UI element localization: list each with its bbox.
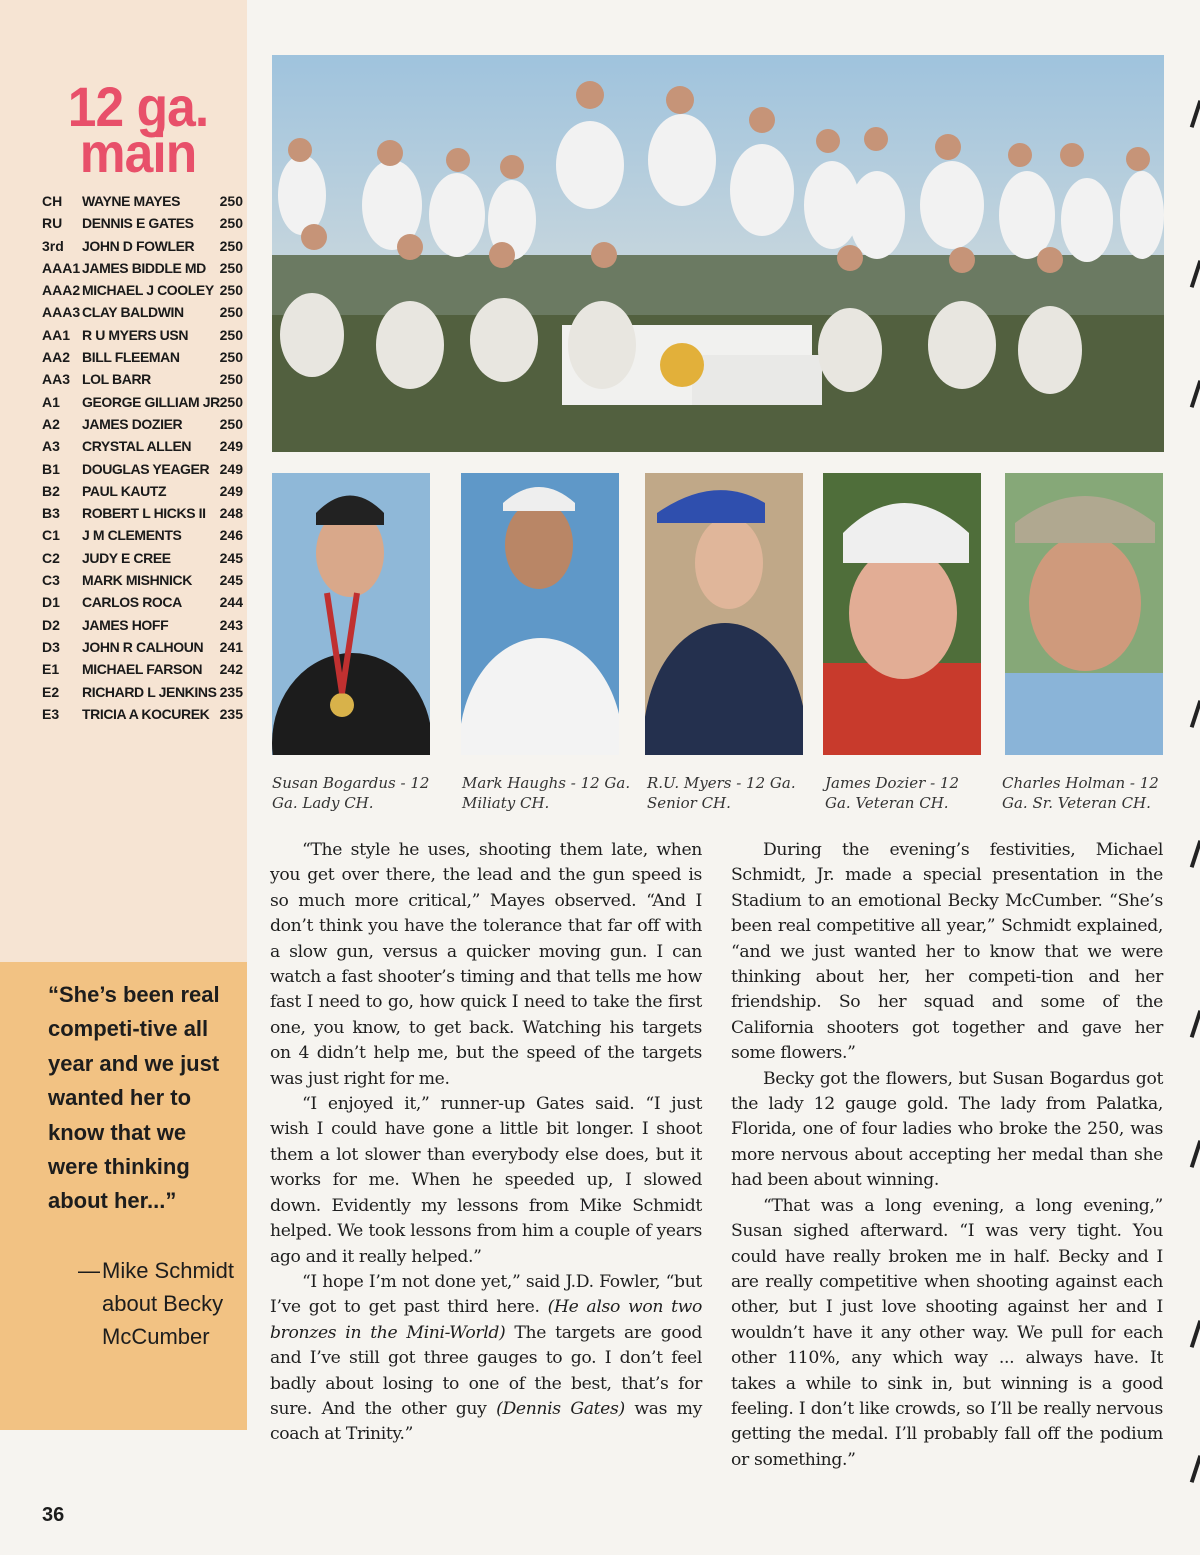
article-paragraph: “I hope I’m not done yet,” said J.D. Fowler, “but I’ve got to get past third here. (He also won two bronzes in the Mini-World) The targets are good and I’ve still got three gauges to go. I don’t feel badly about losing to one of the best, that’s for sure. And the other guy (Dennis Gates) was my coach at Trinity.” xyxy=(270,1271,702,1445)
result-name: J M CLEMENTS xyxy=(82,527,182,544)
caption-charles-holman: Charles Holman - 12 Ga. Sr. Veteran CH. xyxy=(1002,774,1159,812)
result-class: D3 xyxy=(42,638,60,655)
sidebar-footer-area xyxy=(0,1430,247,1555)
result-name: BILL FLEEMAN xyxy=(82,349,180,366)
section-title xyxy=(64,75,211,184)
result-class: C2 xyxy=(42,549,60,566)
result-score: 249 xyxy=(219,482,243,499)
section-title-line2: main xyxy=(79,121,197,184)
result-class: D2 xyxy=(42,616,60,633)
results-row xyxy=(42,212,247,234)
result-name: R U MYERS USN xyxy=(82,326,189,343)
result-score: 250 xyxy=(219,215,243,232)
result-score: 250 xyxy=(219,259,243,276)
result-name: JAMES HOFF xyxy=(82,616,169,633)
result-name: MICHAEL J COOLEY xyxy=(82,282,214,299)
result-score: 250 xyxy=(219,304,243,321)
result-class: C3 xyxy=(42,572,60,589)
result-score: 250 xyxy=(219,326,243,343)
result-class: A1 xyxy=(42,393,60,410)
group-photo xyxy=(272,55,1164,452)
pull-quote-box xyxy=(0,962,247,1430)
result-class: E3 xyxy=(42,705,60,722)
result-class: 3rd xyxy=(42,237,64,254)
article-paragraph: “I enjoyed it,” runner-up Gates said. “I just wish I could have gone a little bit longer. I shoot them a lot slower than everybody else does, but it works for me. When he speeded up, I slowed down. Evidently my lessons from Mike Schmidt helped. We took lessons from him a couple of years ago and it really helped.” xyxy=(270,1094,702,1267)
result-name: CRYSTAL ALLEN xyxy=(82,438,192,455)
result-name: LOL BARR xyxy=(82,371,151,388)
binding-mark xyxy=(1190,380,1200,408)
article-column-2 xyxy=(731,838,1163,1473)
result-score: 248 xyxy=(219,505,243,522)
results-row xyxy=(42,257,247,279)
results-row xyxy=(42,346,247,368)
result-score: 235 xyxy=(219,705,243,722)
caption-susan-bogardus: Susan Bogardus - 12 Ga. Lady CH. xyxy=(272,774,430,812)
result-score: 241 xyxy=(219,638,243,655)
result-class: B1 xyxy=(42,460,60,477)
result-name: WAYNE MAYES xyxy=(82,193,181,209)
result-score: 250 xyxy=(219,415,243,432)
binding-mark xyxy=(1190,1455,1200,1483)
result-class: B2 xyxy=(42,482,60,499)
binding-mark xyxy=(1190,1320,1200,1348)
portrait-ru-myers xyxy=(645,473,803,755)
article-paragraph: During the evening’s festivities, Michael Schmidt, Jr. made a special presentation in the Stadium to an emotional Becky McCumber. “She’s been real competitive all year,” Schmidt explained, “and we just wanted her to know that we were thinking about her, her competi-tion and her friendship. So her squad and some of the California shooters got together and gave her some flowers.” xyxy=(731,840,1163,1064)
section-title-line1: 12 ga. xyxy=(67,75,209,138)
article-paragraph: Becky got the flowers, but Susan Bogardus got the lady 12 gauge gold. The lady from Palatka, Florida, one of four ladies who broke the 250, was more nervous about accepting her medal than she had been about winning. xyxy=(731,1068,1163,1191)
result-score: 235 xyxy=(219,683,243,700)
caption-mark-haughs: Mark Haughs - 12 Ga. Miliaty CH. xyxy=(462,774,631,812)
result-class: AAA2 xyxy=(42,282,81,299)
result-score: 250 xyxy=(219,371,243,388)
result-name: JOHN R CALHOUN xyxy=(82,638,204,655)
results-row xyxy=(42,614,247,636)
binding-mark xyxy=(1190,840,1200,868)
result-name: CLAY BALDWIN xyxy=(82,304,184,321)
results-row xyxy=(42,235,247,257)
result-name: RICHARD L JENKINS xyxy=(82,683,217,700)
result-score: 246 xyxy=(219,527,243,544)
result-class: C1 xyxy=(42,527,60,544)
results-row xyxy=(42,480,247,502)
pull-quote-attribution: Mike Schmidt about Becky McCumber xyxy=(102,1258,235,1349)
result-class: E1 xyxy=(42,661,60,678)
result-name: MARK MISHNICK xyxy=(82,572,192,589)
results-row xyxy=(42,413,247,435)
result-score: 244 xyxy=(219,594,243,611)
result-class: RU xyxy=(42,215,63,232)
results-row xyxy=(42,502,247,524)
result-name: CARLOS ROCA xyxy=(82,594,182,611)
results-row xyxy=(42,591,247,613)
pull-quote-dash: — xyxy=(78,1258,100,1283)
result-name: GEORGE GILLIAM JR xyxy=(82,393,220,410)
result-class: AA3 xyxy=(42,371,71,388)
results-row xyxy=(42,524,247,546)
binding-mark xyxy=(1190,700,1200,728)
result-name: JUDY E CREE xyxy=(82,549,171,566)
binding-mark xyxy=(1190,100,1200,128)
binding-mark xyxy=(1190,260,1200,288)
page-number: 36 xyxy=(42,1504,65,1526)
result-score: 250 xyxy=(219,193,243,209)
result-score: 250 xyxy=(219,349,243,366)
result-class: D1 xyxy=(42,594,60,611)
results-row xyxy=(42,458,247,480)
results-row xyxy=(42,658,247,680)
binding-mark xyxy=(1190,1140,1200,1168)
results-row xyxy=(42,324,247,346)
result-score: 249 xyxy=(219,438,243,455)
caption-ru-myers: R.U. Myers - 12 Ga. Senior CH. xyxy=(647,774,796,812)
result-name: ROBERT L HICKS II xyxy=(82,505,206,522)
result-name: TRICIA A KOCUREK xyxy=(82,705,210,722)
result-score: 250 xyxy=(219,237,243,254)
result-score: 243 xyxy=(219,616,243,633)
results-list xyxy=(42,190,247,725)
results-row xyxy=(42,190,247,212)
result-score: 250 xyxy=(219,282,243,299)
pull-quote-text: “She’s been real competi-tive all year and we just wanted her to know that we were thinking about her...” xyxy=(48,982,220,1214)
result-name: PAUL KAUTZ xyxy=(82,482,167,499)
results-row xyxy=(42,368,247,390)
results-row xyxy=(42,435,247,457)
results-row xyxy=(42,703,247,725)
results-row xyxy=(42,391,247,413)
result-score: 245 xyxy=(219,572,243,589)
results-row xyxy=(42,569,247,591)
result-class: AAA1 xyxy=(42,259,81,276)
results-row xyxy=(42,636,247,658)
result-class: B3 xyxy=(42,505,60,522)
portrait-susan-bogardus xyxy=(272,473,430,755)
result-name: DOUGLAS YEAGER xyxy=(82,460,210,477)
results-row xyxy=(42,681,247,703)
result-score: 245 xyxy=(219,549,243,566)
result-score: 242 xyxy=(219,661,243,678)
article-column-1 xyxy=(270,838,702,1448)
caption-james-dozier: James Dozier - 12 Ga. Veteran CH. xyxy=(825,774,960,812)
results-row xyxy=(42,279,247,301)
portrait-james-dozier xyxy=(823,473,981,755)
article-paragraph: “That was a long evening, a long evening,” Susan sighed afterward. “I was very tight. You could have really broken me in half. Becky and I are really competitive when shooting against each other, but I just love shooting against her and I wouldn’t have it any other way. We pull for each other 110%, any which way ... always have. It takes a while to sink in, but winning is a good feeling. I don’t like crowds, so I’ll be really nervous getting the medal. I’ll probably fall off the podium or something.” xyxy=(731,1195,1163,1470)
result-name: JAMES DOZIER xyxy=(82,415,183,432)
result-score: 250 xyxy=(219,393,243,410)
binding-mark xyxy=(1190,1010,1200,1038)
result-class: AA1 xyxy=(42,326,71,343)
results-row xyxy=(42,301,247,323)
result-name: JAMES BIDDLE MD xyxy=(82,259,206,276)
result-score: 249 xyxy=(219,460,243,477)
portrait-charles-holman xyxy=(1005,473,1163,755)
result-name: MICHAEL FARSON xyxy=(82,661,203,678)
result-class: CH xyxy=(42,193,63,209)
portrait-mark-haughs xyxy=(461,473,619,755)
result-name: DENNIS E GATES xyxy=(82,215,194,232)
result-class: A2 xyxy=(42,415,60,432)
result-class: AAA3 xyxy=(42,304,81,321)
result-name: JOHN D FOWLER xyxy=(82,237,195,254)
result-class: A3 xyxy=(42,438,60,455)
result-class: E2 xyxy=(42,683,60,700)
results-row xyxy=(42,547,247,569)
result-class: AA2 xyxy=(42,349,71,366)
article-paragraph: “The style he uses, shooting them late, when you get over there, the lead and the gun speed is so much more critical,” Mayes observed. “And I don’t think you have the tolerance that far off with a slow gun, versus a quicker moving gun. I can watch a fast shooter’s timing and that tells me how fast I need to go, how quick I need to take the first one, you know, to get back. Watching his targets on 4 didn’t help me, but the speed of the targets was just right for me. xyxy=(270,840,702,1089)
